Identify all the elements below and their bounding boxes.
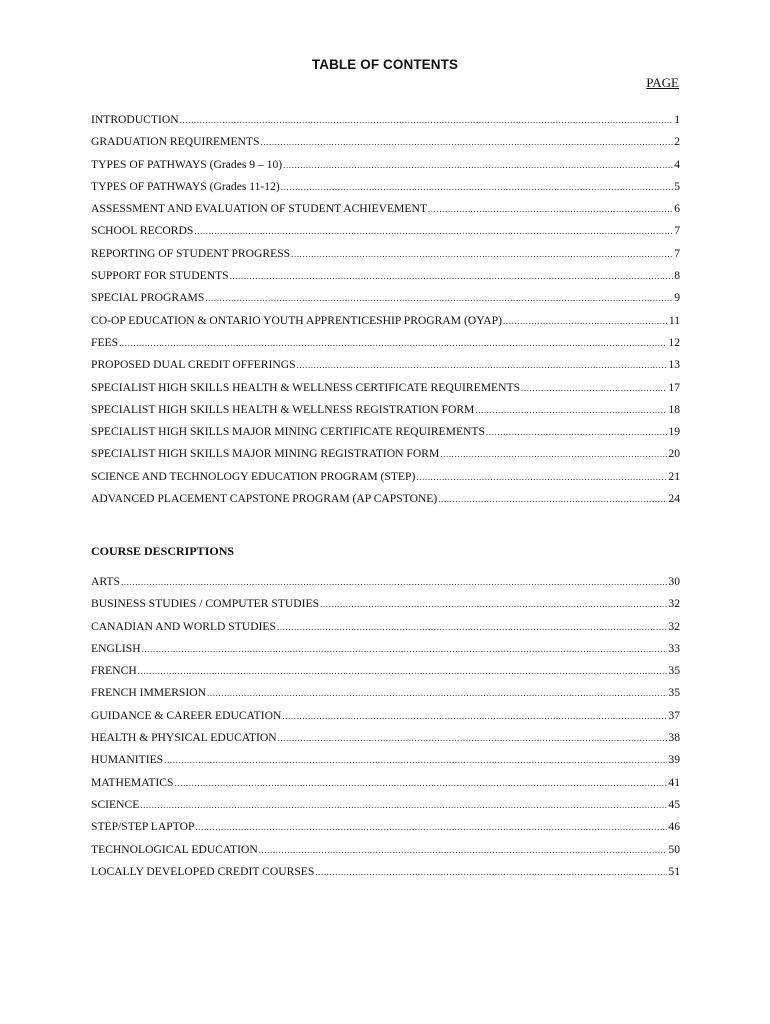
toc-entry-page-number: 50 — [668, 842, 680, 856]
toc-entry-label: HEALTH & PHYSICAL EDUCATION — [91, 731, 277, 745]
dot-leader — [138, 662, 668, 680]
toc-entry-label: TYPES OF PATHWAYS (Grades 9 – 10) — [91, 157, 283, 171]
toc-entry-page-number: 9 — [674, 291, 680, 305]
toc-entry — [91, 111, 680, 133]
toc-entry-page-number: 20 — [668, 447, 680, 461]
toc-entry-page-number: 18 — [668, 402, 680, 416]
toc-entry-page-number: 8 — [674, 269, 680, 283]
toc-entry-page-number: 19 — [668, 425, 680, 439]
toc-entry — [91, 245, 680, 267]
toc-entry-label: ASSESSMENT AND EVALUATION OF STUDENT ACHIEVEMENT — [91, 202, 427, 216]
dot-leader — [291, 245, 673, 263]
dot-leader — [207, 684, 667, 702]
dot-leader — [281, 178, 673, 196]
dot-leader — [475, 401, 667, 419]
dot-leader — [260, 133, 673, 151]
dot-leader — [416, 468, 667, 486]
toc-entry-label: SCHOOL RECORDS — [91, 224, 194, 238]
toc-entry-page-number: 35 — [668, 686, 680, 700]
toc-entry-label: SCIENCE AND TECHNOLOGY EDUCATION PROGRAM (STEP) — [91, 469, 416, 483]
toc-entry-page-number: 1 — [674, 113, 680, 126]
dot-leader — [142, 640, 668, 658]
toc-entry-page-number: 12 — [668, 335, 680, 349]
toc-entry-page-number: 32 — [668, 619, 680, 633]
dot-leader — [194, 222, 673, 240]
toc-entry — [91, 468, 680, 490]
toc-entry — [91, 334, 680, 356]
toc-entry-page-number: 51 — [668, 864, 680, 878]
dot-leader — [277, 618, 667, 636]
toc-entry — [91, 751, 680, 773]
dot-leader — [315, 863, 667, 881]
toc-entry — [91, 312, 680, 334]
toc-entry-label: CANADIAN AND WORLD STUDIES — [91, 619, 276, 633]
course-descriptions-list — [91, 573, 680, 885]
toc-entry-label: REPORTING OF STUDENT PROGRESS — [91, 246, 291, 260]
toc-entry-page-number: 46 — [668, 820, 680, 834]
page-title: TABLE OF CONTENTS — [311, 57, 459, 72]
toc-entry — [91, 729, 680, 751]
toc-entry — [91, 401, 680, 423]
dot-leader — [119, 334, 667, 352]
toc-entry — [91, 684, 680, 706]
toc-entry-label: ADVANCED PLACEMENT CAPSTONE PROGRAM (AP CAPSTONE) — [91, 492, 438, 506]
dot-leader — [164, 751, 667, 769]
toc-entry-page-number: 39 — [668, 753, 680, 767]
dot-leader — [230, 267, 674, 285]
toc-entry-page-number: 37 — [668, 708, 680, 722]
dot-leader — [140, 796, 667, 814]
toc-entry-page-number: 30 — [668, 575, 680, 588]
toc-entry-page-number: 33 — [668, 641, 680, 655]
dot-leader — [283, 156, 673, 174]
dot-leader — [174, 774, 667, 792]
toc-entry — [91, 379, 680, 401]
toc-entry — [91, 133, 680, 155]
page-column-heading: PAGE — [646, 75, 679, 90]
dot-leader — [195, 818, 667, 836]
toc-entry — [91, 423, 680, 445]
toc-entry-label: INTRODUCTION — [91, 113, 179, 126]
toc-entry — [91, 595, 680, 617]
dot-leader — [486, 423, 667, 441]
toc-entry-label: SPECIALIST HIGH SKILLS HEALTH & WELLNESS CERTIFICATE REQUIREMENTS — [91, 380, 521, 394]
toc-entry — [91, 178, 680, 200]
toc-entry-label: SPECIALIST HIGH SKILLS MAJOR MINING REGISTRATION FORM — [91, 447, 440, 461]
toc-entry-page-number: 45 — [668, 797, 680, 811]
toc-entry — [91, 445, 680, 467]
toc-entry-page-number: 35 — [668, 664, 680, 678]
dot-leader — [297, 356, 668, 374]
toc-entry — [91, 200, 680, 222]
toc-entry — [91, 774, 680, 796]
dot-leader — [503, 312, 668, 330]
toc-entry-label: SPECIAL PROGRAMS — [91, 291, 205, 305]
toc-entry-label: GUIDANCE & CAREER EDUCATION — [91, 708, 282, 722]
toc-entry-page-number: 11 — [668, 313, 680, 327]
dot-leader — [121, 573, 667, 591]
toc-entry-page-number: 17 — [668, 380, 680, 394]
toc-entry-page-number: 4 — [674, 157, 680, 171]
toc-entry — [91, 490, 680, 512]
course-descriptions-heading: COURSE DESCRIPTIONS — [91, 544, 235, 558]
dot-leader — [180, 111, 674, 129]
toc-entry-page-number: 13 — [668, 358, 680, 372]
toc-entry-page-number: 41 — [668, 775, 680, 789]
toc-entry-label: SCIENCE — [91, 797, 140, 811]
toc-entry-label: CO-OP EDUCATION & ONTARIO YOUTH APPRENTICESHIP PROGRAM (OYAP) — [91, 313, 502, 327]
dot-leader — [278, 729, 668, 747]
toc-entry-label: LOCALLY DEVELOPED CREDIT COURSES — [91, 864, 315, 878]
toc-entry-label: BUSINESS STUDIES / COMPUTER STUDIES — [91, 597, 320, 611]
toc-entry-label: ENGLISH — [91, 641, 141, 655]
dot-leader — [205, 289, 673, 307]
toc-entry-label: HUMANITIES — [91, 753, 164, 767]
dot-leader — [320, 595, 667, 613]
toc-entry-page-number: 21 — [668, 469, 680, 483]
toc-entry-label: ARTS — [91, 575, 120, 588]
toc-entry — [91, 818, 680, 840]
toc-entry — [91, 841, 680, 863]
toc-entry-page-number: 7 — [674, 224, 680, 238]
toc-entry — [91, 267, 680, 289]
toc-entry — [91, 640, 680, 662]
toc-entry — [91, 356, 680, 378]
dot-leader — [440, 445, 667, 463]
toc-entry — [91, 662, 680, 684]
toc-entry-page-number: 24 — [668, 492, 680, 506]
toc-entry-label: PROPOSED DUAL CREDIT OFFERINGS — [91, 358, 296, 372]
toc-entry-label: TYPES OF PATHWAYS (Grades 11-12) — [91, 179, 280, 193]
toc-entry — [91, 573, 680, 595]
toc-entry-page-number: 5 — [674, 179, 680, 193]
toc-entry-label: SPECIALIST HIGH SKILLS MAJOR MINING CERTIFICATE REQUIREMENTS — [91, 425, 485, 439]
toc-entry — [91, 707, 680, 729]
toc-entry-label: TECHNOLOGICAL EDUCATION — [91, 842, 258, 856]
toc-entry-page-number: 6 — [674, 202, 680, 216]
toc-entry — [91, 796, 680, 818]
dot-leader — [259, 841, 668, 859]
dot-leader — [428, 200, 673, 218]
toc-entry-label: FRENCH — [91, 664, 137, 678]
toc-entry-label: STEP/STEP LAPTOP — [91, 820, 195, 834]
toc-entry-page-number: 7 — [674, 246, 680, 260]
toc-entry — [91, 863, 680, 885]
toc-entry-label: SUPPORT FOR STUDENTS — [91, 269, 229, 283]
toc-entry — [91, 618, 680, 640]
toc-entry-label: FEES — [91, 335, 119, 349]
toc-entry-page-number: 38 — [668, 731, 680, 745]
toc-entry-page-number: 32 — [668, 597, 680, 611]
toc-entry — [91, 222, 680, 244]
toc-entry-page-number: 2 — [674, 135, 680, 149]
toc-entry — [91, 289, 680, 311]
toc-entry-label: SPECIALIST HIGH SKILLS HEALTH & WELLNESS REGISTRATION FORM — [91, 402, 475, 416]
table-of-contents — [91, 111, 680, 512]
toc-entry-label: MATHEMATICS — [91, 775, 174, 789]
toc-entry-label: FRENCH IMMERSION — [91, 686, 206, 700]
dot-leader — [282, 707, 667, 725]
toc-entry-label: GRADUATION REQUIREMENTS — [91, 135, 260, 149]
dot-leader — [521, 379, 667, 397]
dot-leader — [438, 490, 667, 508]
toc-entry — [91, 156, 680, 178]
